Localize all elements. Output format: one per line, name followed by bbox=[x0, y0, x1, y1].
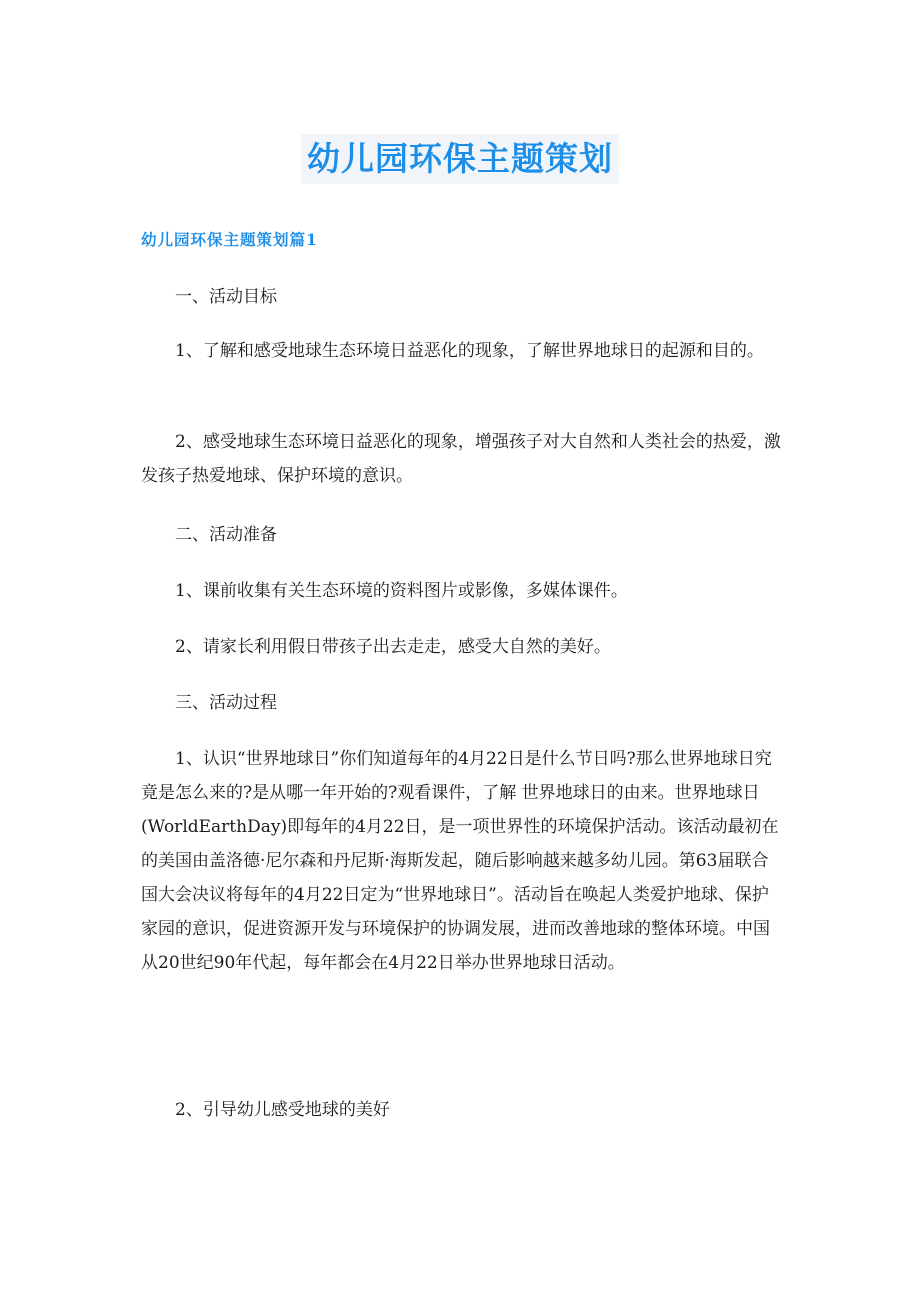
preparation-item-2: 2、请家长利用假日带孩子出去走走，感受大自然的美好。 bbox=[175, 637, 611, 657]
section-heading: 幼儿园环保主题策划篇1 bbox=[141, 230, 318, 249]
heading-activity-process: 三、活动过程 bbox=[175, 693, 277, 713]
process-item-2: 2、引导幼儿感受地球的美好 bbox=[175, 1100, 390, 1120]
goal-item-2: 2、感受地球生态环境日益恶化的现象，增强孩子对大自然和人类社会的热爱，激发孩子热爱地球、保护环境的意识。 bbox=[141, 432, 781, 486]
preparation-item-1: 1、课前收集有关生态环境的资料图片或影像，多媒体课件。 bbox=[175, 581, 628, 601]
heading-activity-goals: 一、活动目标 bbox=[175, 287, 277, 307]
heading-activity-preparation: 二、活动准备 bbox=[175, 525, 277, 545]
document-title: 幼儿园环保主题策划 bbox=[301, 134, 619, 184]
goal-item-1: 1、了解和感受地球生态环境日益恶化的现象，了解世界地球日的起源和目的。 bbox=[175, 341, 764, 361]
process-item-1: 1、认识“世界地球日”你们知道每年的4月22日是什么节日吗?那么世界地球日究竟是怎么来的?是从哪一年开始的?观看课件，了解 世界地球日的由来。世界地球日(WorldEarthDay)即每年的4月22日，是一项世界性的环境保护活动。该活动最初在的美国由盖洛德·尼尔森和丹尼斯·海斯发起，随后影响越来越多幼儿园。第63届联合国大会决议将每年的4月22日定为“世界地球日”。活动旨在唤起人类爱护地球、保护家园的意识，促进资源开发与环境保护的协调发展，进而改善地球的整体环境。中国从20世纪90年代起，每年都会在4月22日举办世界地球日活动。 bbox=[141, 749, 779, 973]
title-container bbox=[0, 134, 920, 184]
